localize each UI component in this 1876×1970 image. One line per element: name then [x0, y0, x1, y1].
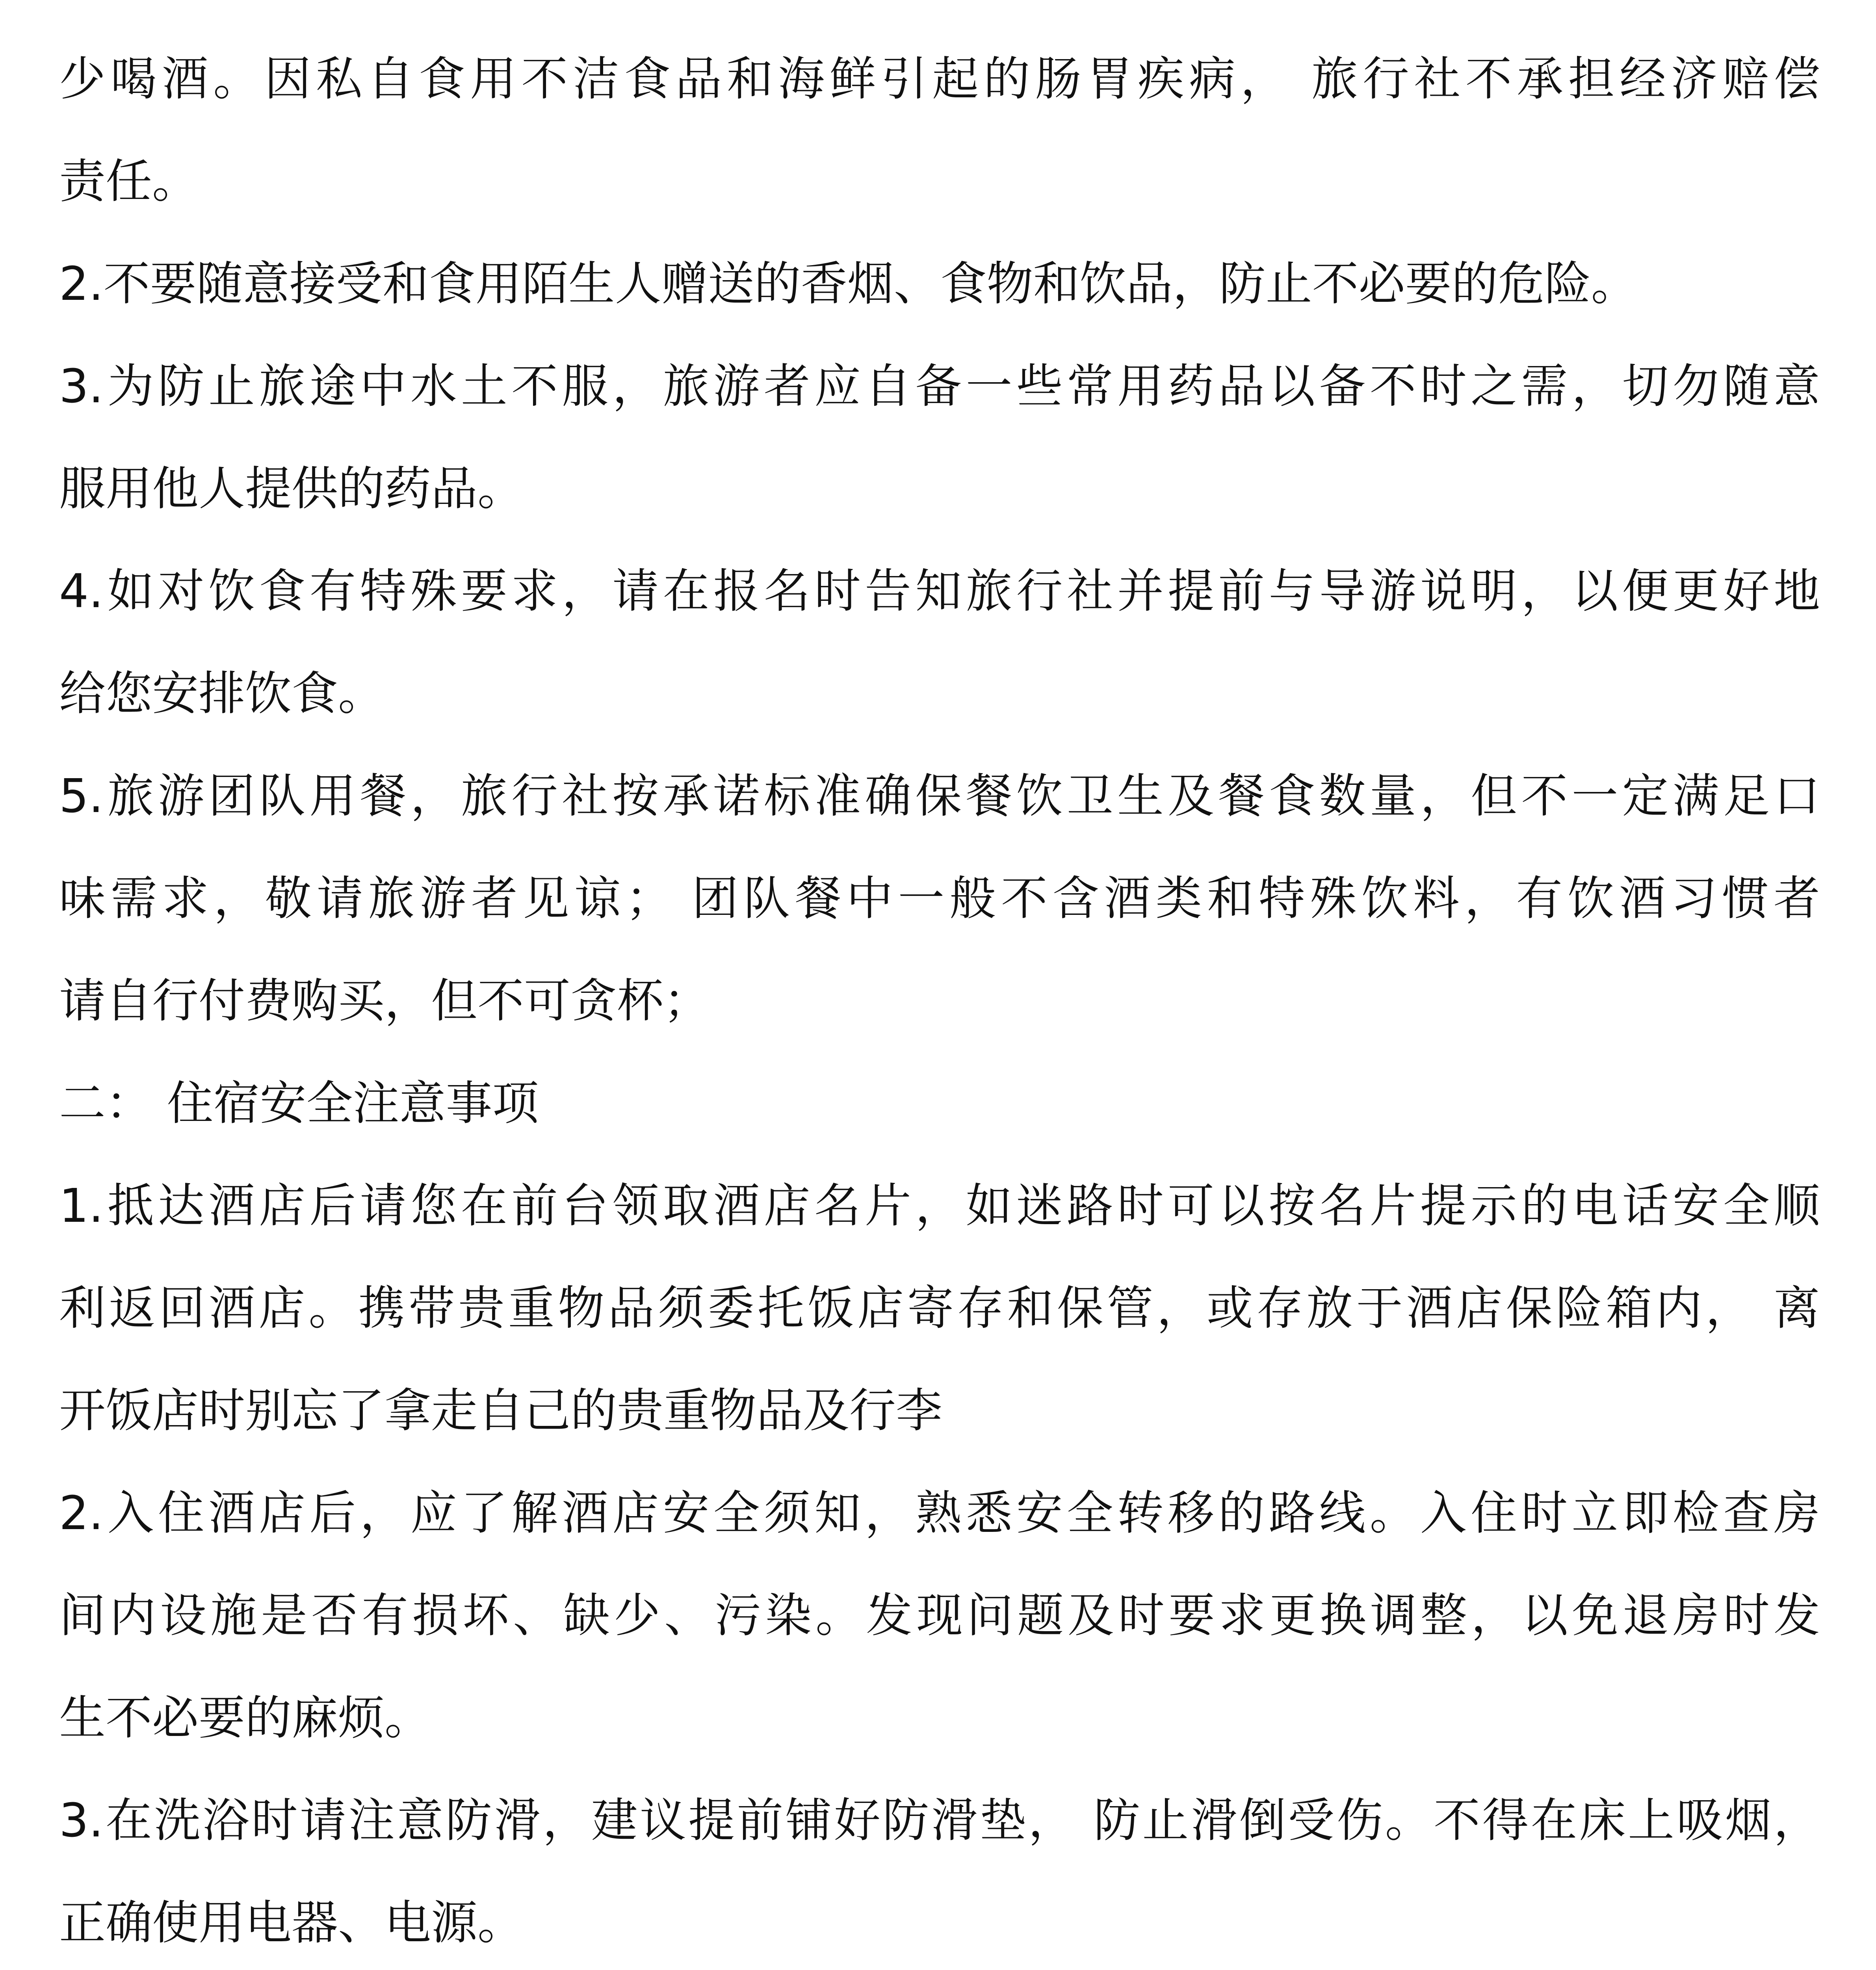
text-line: 味需求，敬请旅游者见谅； 团队餐中一般不含酒类和特殊饮料，有饮酒习惯者: [59, 871, 1820, 926]
text-line: 给您安排饮食。: [59, 666, 385, 721]
text-line: 间内设施是否有损坏、缺少、污染。发现问题及时要求更换调整，以免退房时发: [59, 1588, 1820, 1643]
text-line: 1.抵达酒店后请您在前台领取酒店名片，如迷路时可以按名片提示的电话安全顺: [59, 1178, 1820, 1233]
text-line: 3.在洗浴时请注意防滑，建议提前铺好防滑垫， 防止滑倒受伤。不得在床上吸烟，: [59, 1793, 1820, 1847]
text-line: 少喝酒。因私自食用不洁食品和海鲜引起的肠胃疾病， 旅行社不承担经济赔偿: [59, 52, 1820, 106]
document-body: [59, 28, 1820, 1970]
text-line: 利返回酒店。携带贵重物品须委托饭店寄存和保管，或存放于酒店保险箱内， 离: [59, 1281, 1820, 1335]
text-line: 2.入住酒店后，应了解酒店安全须知，熟悉安全转移的路线。入住时立即检查房: [59, 1486, 1820, 1540]
text-line: 生不必要的麻烦。: [59, 1691, 431, 1745]
text-line: 服用他人提供的药品。: [59, 461, 524, 516]
text-line: 5.旅游团队用餐，旅行社按承诺标准确保餐饮卫生及餐食数量，但不一定满足口: [59, 769, 1820, 823]
text-line: 正确使用电器、电源。: [59, 1896, 524, 1950]
text-line: 2.不要随意接受和食用陌生人赠送的香烟、食物和饮品，防止不必要的危险。: [59, 256, 1638, 311]
text-line: 责任。: [59, 154, 199, 208]
text-line: 请自行付费购买，但不可贪杯；: [59, 974, 710, 1028]
text-line: 二： 住宿安全注意事项: [59, 1076, 539, 1130]
text-line: 3.为防止旅途中水土不服，旅游者应自备一些常用药品以备不时之需，切勿随意: [59, 359, 1820, 413]
text-line: 4.如对饮食有特殊要求，请在报名时告知旅行社并提前与导游说明，以便更好地: [59, 564, 1820, 618]
text-line: 开饭店时别忘了拿走自己的贵重物品及行李: [59, 1383, 943, 1438]
